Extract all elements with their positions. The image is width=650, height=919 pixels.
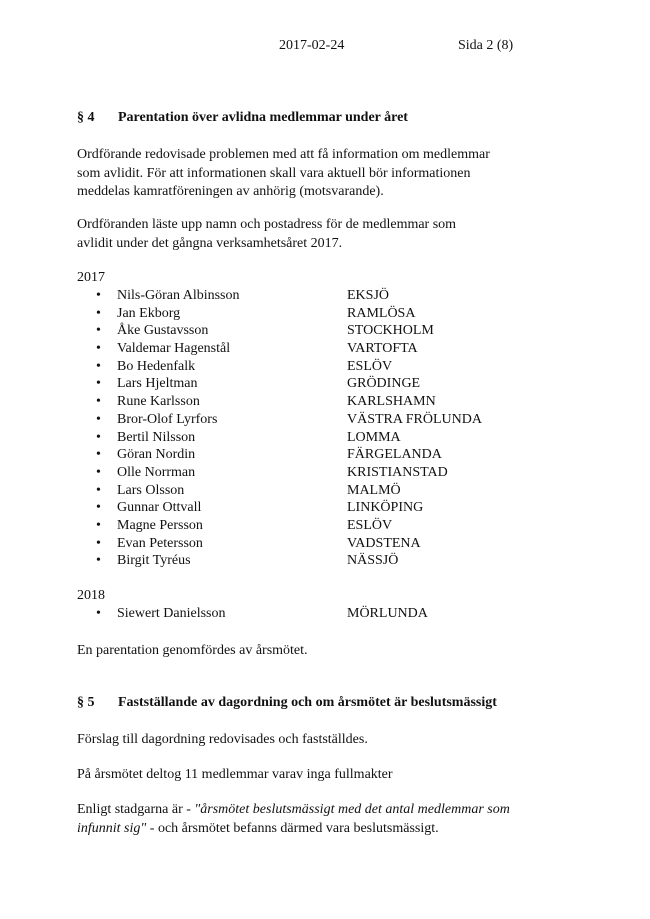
section-4-title: Parentation över avlidna medlemmar under året <box>118 110 408 125</box>
bullet-icon: • <box>96 341 101 357</box>
paragraph-line: meddelas kamratföreningen av anhörig (motsvarande). <box>77 184 384 199</box>
member-name: Bror-Olof Lyrfors <box>117 411 218 427</box>
member-name: Siewert Danielsson <box>117 606 226 621</box>
bullet-icon: • <box>96 323 101 339</box>
bullet-icon: • <box>96 429 101 445</box>
member-name: Lars Hjeltman <box>117 376 198 392</box>
member-place: VÄSTRA FRÖLUNDA <box>347 411 482 427</box>
paragraph-text: Enligt stadgarna är - <box>77 802 195 817</box>
section-4-number: § 4 <box>77 110 95 125</box>
member-place: LINKÖPING <box>347 500 424 516</box>
bullet-icon: • <box>96 394 101 410</box>
bullet-icon: • <box>96 535 101 551</box>
section-5-title: Fastställande av dagordning och om årsmötet är beslutsmässigt <box>118 695 497 710</box>
member-place: KRISTIANSTAD <box>347 464 448 480</box>
bullet-icon: • <box>96 447 101 463</box>
member-name: Rune Karlsson <box>117 394 200 410</box>
member-name: Birgit Tyréus <box>117 553 191 569</box>
paragraph-text: - och årsmötet befanns därmed vara beslutsmässigt. <box>146 820 439 836</box>
year-2017-label: 2017 <box>77 270 105 285</box>
header-page-number: Sida 2 (8) <box>458 38 514 53</box>
bullet-icon: • <box>96 305 101 321</box>
paragraph-line <box>77 801 547 820</box>
paragraph-line: avlidit under det gångna verksamhetsåret 2017. <box>77 235 343 251</box>
section-5-paragraph-2: På årsmötet deltog 11 medlemmar varav inga fullmakter <box>77 767 393 782</box>
member-place: VARTOFTA <box>347 341 418 357</box>
bullet-icon: • <box>96 376 101 392</box>
section-5-number: § 5 <box>77 695 95 710</box>
member-place: MÖRLUNDA <box>347 606 428 621</box>
member-place: RAMLÖSA <box>347 305 416 321</box>
statute-quote: "årsmötet beslutsmässigt med det antal medlemmar som <box>194 802 510 817</box>
section-4-closing: En parentation genomfördes av årsmötet. <box>77 643 308 658</box>
bullet-icon: • <box>96 500 101 516</box>
member-name: Bo Hedenfalk <box>117 358 196 374</box>
member-place: MALMÖ <box>347 482 401 498</box>
member-place: NÄSSJÖ <box>347 553 399 569</box>
member-place: GRÖDINGE <box>347 376 421 392</box>
bullet-icon: • <box>96 464 101 480</box>
paragraph-line <box>77 820 547 839</box>
bullet-icon: • <box>96 517 101 533</box>
bullet-icon: • <box>96 411 101 427</box>
bullet-icon: • <box>96 288 101 303</box>
member-name: Gunnar Ottvall <box>117 500 202 516</box>
paragraph-line: Ordföranden läste upp namn och postadress för de medlemmar som <box>77 217 457 232</box>
member-name: Göran Nordin <box>117 447 196 463</box>
member-place: FÄRGELANDA <box>347 447 442 463</box>
member-name: Nils-Göran Albinsson <box>117 288 240 303</box>
section-4-paragraph-1 <box>77 146 547 202</box>
section-4-paragraph-2 <box>77 216 547 253</box>
member-name: Valdemar Hagenstål <box>117 341 231 357</box>
member-place: KARLSHAMN <box>347 394 436 410</box>
section-5-heading <box>77 695 497 711</box>
member-place: ESLÖV <box>347 358 393 374</box>
member-place: EKSJÖ <box>347 288 390 303</box>
section-5-paragraph-3 <box>77 801 547 838</box>
bullet-icon: • <box>96 358 101 374</box>
member-place: VADSTENA <box>347 535 421 551</box>
bullet-icon: • <box>96 606 101 621</box>
member-name: Åke Gustavsson <box>117 323 209 339</box>
header-date: 2017-02-24 <box>279 38 345 53</box>
member-name: Bertil Nilsson <box>117 429 196 445</box>
paragraph-line: som avlidit. För att informationen skall vara aktuell bör informationen <box>77 165 471 181</box>
paragraph-line: Ordförande redovisade problemen med att få information om medlemmar <box>77 147 490 162</box>
member-place: STOCKHOLM <box>347 323 434 339</box>
member-name: Olle Norrman <box>117 464 196 480</box>
member-name: Lars Olsson <box>117 482 185 498</box>
year-2018-label: 2018 <box>77 588 105 603</box>
bullet-icon: • <box>96 553 101 569</box>
section-5-paragraph-1: Förslag till dagordning redovisades och fastställdes. <box>77 732 368 747</box>
member-name: Jan Ekborg <box>117 305 181 321</box>
member-name: Evan Petersson <box>117 535 203 551</box>
section-4-heading <box>77 110 408 126</box>
statute-quote: infunnit sig" <box>77 820 147 836</box>
bullet-icon: • <box>96 482 101 498</box>
member-place: ESLÖV <box>347 517 393 533</box>
member-place: LOMMA <box>347 429 401 445</box>
member-name: Magne Persson <box>117 517 203 533</box>
